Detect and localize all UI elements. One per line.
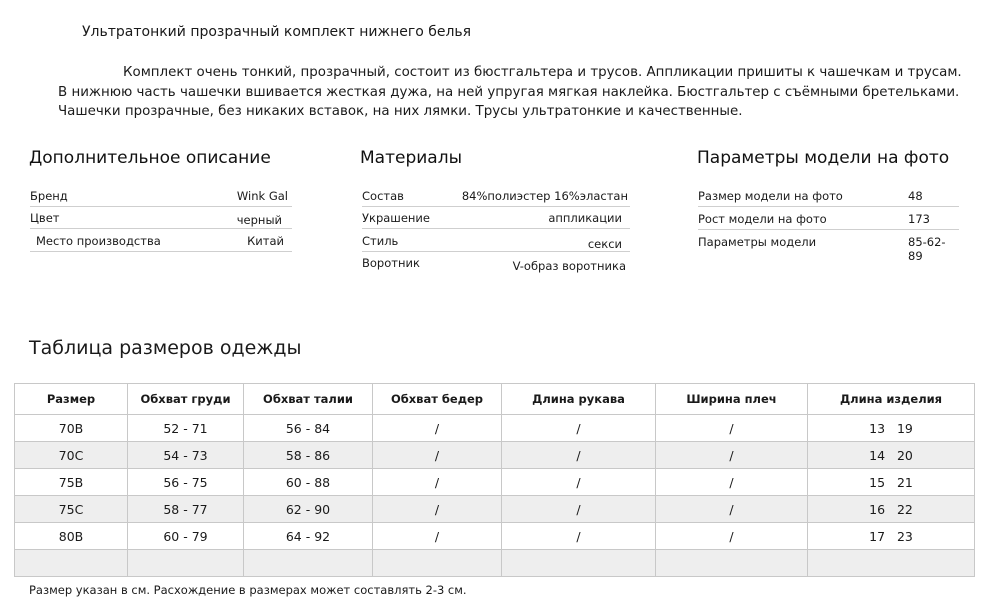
table-cell: 60 - 88 xyxy=(244,469,373,496)
table-header-row xyxy=(15,384,975,415)
divider xyxy=(698,229,959,230)
description-line: Комплект очень тонкий, прозрачный, состоит из бюстгальтера и трусов. Аппликации пришиты к чашечкам и трусам. xyxy=(123,65,962,80)
size-note: Размер указан в см. Расхождение в размерах может составлять 2-3 см. xyxy=(29,583,467,597)
item-value: Китай xyxy=(247,234,284,248)
column-header: Длина рукава xyxy=(502,384,656,415)
item-key: Рост модели на фото xyxy=(698,212,827,226)
table-cell xyxy=(502,550,656,577)
table-row xyxy=(15,469,975,496)
table-cell: 58 - 86 xyxy=(244,442,373,469)
table-cell: 54 - 73 xyxy=(128,442,244,469)
table-cell: 13 19 xyxy=(808,415,975,442)
model-list xyxy=(698,185,959,263)
item-key: Место производства xyxy=(36,234,161,248)
table-cell: / xyxy=(656,442,808,469)
model-heading: Параметры модели на фото xyxy=(697,148,950,168)
table-cell: / xyxy=(656,469,808,496)
table-cell: 80B xyxy=(15,523,128,550)
list-item xyxy=(362,252,630,274)
list-item xyxy=(698,185,959,207)
item-value: секси xyxy=(587,237,622,251)
column-header: Длина изделия xyxy=(808,384,975,415)
additional-heading: Дополнительное описание xyxy=(29,148,271,168)
item-key: Бренд xyxy=(30,189,68,203)
item-value: 84%полиэстер 16%эластан xyxy=(461,189,628,203)
table-row xyxy=(15,550,975,577)
table-cell: 15 21 xyxy=(808,469,975,496)
table-cell: 75B xyxy=(15,469,128,496)
table-cell: / xyxy=(502,469,656,496)
table-row xyxy=(15,415,975,442)
column-header: Обхват талии xyxy=(244,384,373,415)
table-cell: / xyxy=(656,523,808,550)
item-value: Wink Gal xyxy=(236,189,288,203)
table-cell: 58 - 77 xyxy=(128,496,244,523)
table-cell: 75C xyxy=(15,496,128,523)
item-key: Воротник xyxy=(362,256,420,270)
table-cell xyxy=(373,550,502,577)
table-cell: 14 20 xyxy=(808,442,975,469)
item-key: Украшение xyxy=(362,211,430,225)
item-key: Состав xyxy=(362,189,404,203)
table-cell: / xyxy=(373,415,502,442)
item-value: черный xyxy=(236,213,282,227)
product-description xyxy=(58,63,962,122)
table-cell: / xyxy=(656,496,808,523)
item-value: V-образ воротника xyxy=(512,259,626,273)
column-header: Обхват бедер xyxy=(373,384,502,415)
table-row xyxy=(15,523,975,550)
item-key: Цвет xyxy=(30,211,60,225)
table-cell: 64 - 92 xyxy=(244,523,373,550)
size-table-heading: Таблица размеров одежды xyxy=(29,337,302,359)
table-cell: 56 - 75 xyxy=(128,469,244,496)
divider xyxy=(362,228,630,229)
table-cell: 70C xyxy=(15,442,128,469)
additional-list xyxy=(30,185,292,255)
item-key: Стиль xyxy=(362,234,399,248)
divider xyxy=(698,206,959,207)
table-cell: / xyxy=(502,415,656,442)
list-item xyxy=(30,230,292,252)
column-header: Обхват груди xyxy=(128,384,244,415)
table-cell: / xyxy=(502,496,656,523)
list-item xyxy=(30,185,292,207)
table-cell: / xyxy=(373,523,502,550)
list-item xyxy=(362,230,630,252)
description-line: Чашечки прозрачные, без никаких вставок, на них лямки. Трусы ультратонкие и качественные. xyxy=(58,104,743,120)
table-cell xyxy=(808,550,975,577)
table-cell xyxy=(15,550,128,577)
table-cell: / xyxy=(656,415,808,442)
item-key: Размер модели на фото xyxy=(698,189,843,203)
list-item xyxy=(362,185,630,207)
item-value: 173 xyxy=(908,212,930,226)
table-cell: 16 22 xyxy=(808,496,975,523)
list-item xyxy=(30,207,292,229)
table-cell: / xyxy=(502,442,656,469)
table-cell: / xyxy=(373,496,502,523)
size-table xyxy=(14,383,975,577)
table-cell: 62 - 90 xyxy=(244,496,373,523)
table-cell xyxy=(656,550,808,577)
table-cell: / xyxy=(502,523,656,550)
table-row xyxy=(15,442,975,469)
item-value: аппликации xyxy=(548,211,622,225)
product-title: Ультратонкий прозрачный комплект нижнего белья xyxy=(82,24,472,40)
table-cell: 52 - 71 xyxy=(128,415,244,442)
column-header: Размер xyxy=(15,384,128,415)
list-item xyxy=(362,207,630,229)
divider xyxy=(30,228,292,229)
item-value: 48 xyxy=(908,189,923,203)
table-cell: 70B xyxy=(15,415,128,442)
table-cell xyxy=(128,550,244,577)
table-cell: 60 - 79 xyxy=(128,523,244,550)
table-cell: / xyxy=(373,442,502,469)
item-value: 85-62-89 xyxy=(908,235,946,263)
materials-list xyxy=(362,185,630,275)
table-cell xyxy=(244,550,373,577)
item-key: Параметры модели xyxy=(698,235,817,249)
table-row xyxy=(15,496,975,523)
table-cell: 17 23 xyxy=(808,523,975,550)
description-line: В нижнюю часть чашечки вшивается жесткая дужа, на ней упругая мягкая наклейка. Бюстгальтер с съёмными бретельками. xyxy=(58,84,960,100)
table-cell: 56 - 84 xyxy=(244,415,373,442)
materials-heading: Материалы xyxy=(360,148,462,168)
divider xyxy=(30,251,292,252)
column-header: Ширина плеч xyxy=(656,384,808,415)
list-item xyxy=(698,208,959,230)
table-cell: / xyxy=(373,469,502,496)
list-item xyxy=(698,231,959,263)
